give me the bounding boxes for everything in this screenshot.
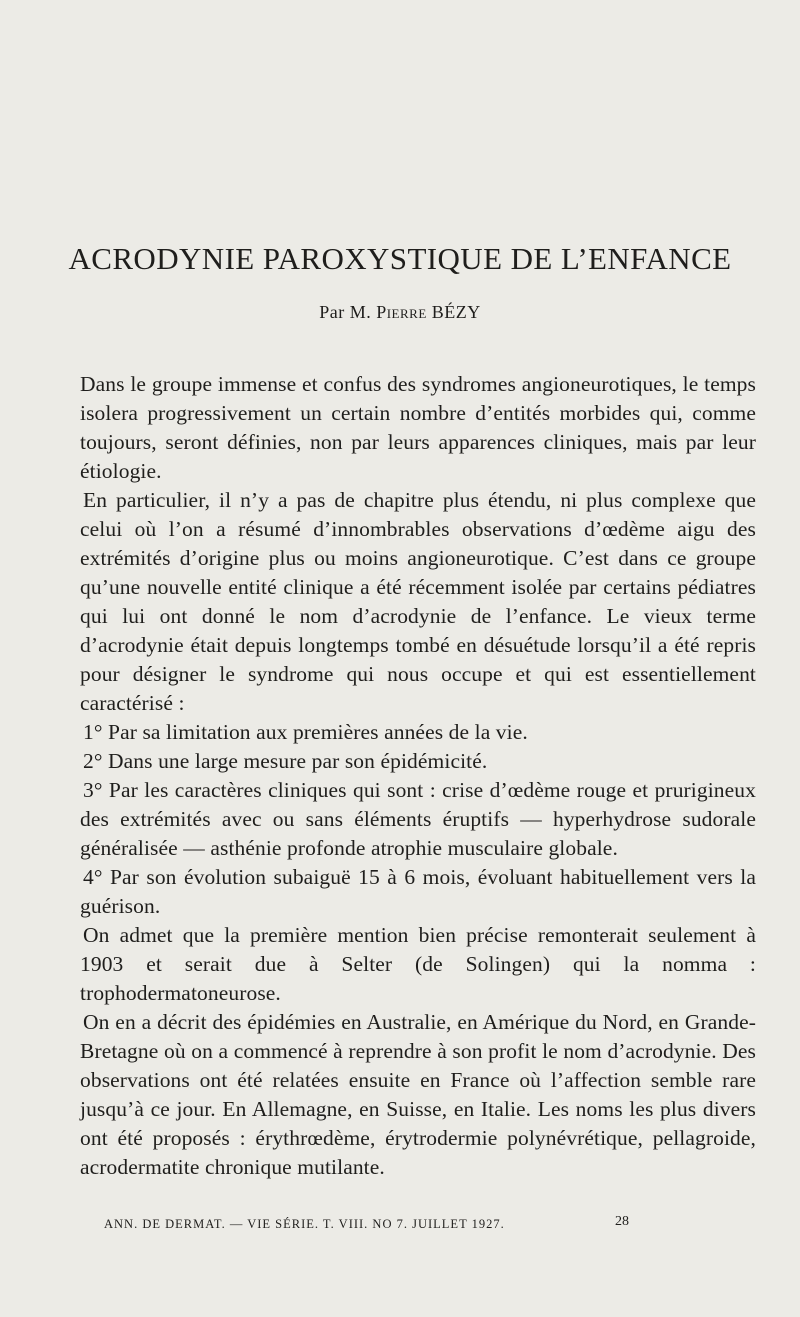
author-first-name: Pierre: [376, 302, 427, 322]
list-item-2: 2° Dans une large mesure par son épidémicité.: [83, 749, 488, 773]
list-item-4: 4° Par son évolution subaiguë 15 à 6 mois, évoluant habituellement vers la guérison.: [80, 865, 756, 918]
paragraph-epidemics: On en a décrit des épidémies en Australie, en Amérique du Nord, en Grande-Bretagne où on a commencé à reprendre à son profit le nom d’acrodynie. Des observations ont été relatées ensuite en France où l’affection semble rare jusqu’à ce jour. En Allemagne, en Suisse, en Italie. Les noms les plus divers ont été proposés : érythrœdème, érytrodermie polynévrétique, pellagroide, acrodermatite chronique mutilante.: [80, 1010, 756, 1179]
article-title: ACRODYNIE PAROXYSTIQUE DE L’ENFANCE: [68, 241, 732, 276]
author-last-name: BÉZY: [431, 302, 481, 322]
article-body: [80, 370, 756, 1182]
page-number: 28: [615, 1214, 629, 1229]
paragraph-history: On admet que la première mention bien précise remonterait seulement à 1903 et serait due à Selter (de Solingen) qui la nomma : trophodermatoneurose.: [80, 923, 756, 1005]
byline-prefix: Par M.: [319, 302, 377, 322]
author-byline: [0, 300, 800, 324]
paragraph-particulier: En particulier, il n’y a pas de chapitre plus étendu, ni plus complexe que celui où l’on a résumé d’innombrables observations d’œdème aigu des extrémités d’origine plus ou moins angioneurotique. C’est dans ce groupe qu’une nouvelle entité clinique a été récemment isolée par certains pédiatres qui lui ont donné le nom d’acrodynie de l’enfance. Le vieux terme d’acrodynie était depuis longtemps tombé en désuétude lorsqu’il a été repris pour désigner le syndrome qui nous occupe et qui est essentiellement caractérisé :: [80, 488, 756, 715]
journal-footer: ANN. DE DERMAT. — VIE SÉRIE. T. VIII. NO 7. JUILLET 1927.: [104, 1217, 505, 1231]
list-item-3: 3° Par les caractères cliniques qui sont : crise d’œdème rouge et prurigineux des extrémités avec ou sans éléments éruptifs — hyperhydrose sudorale généralisée — asthénie profonde atrophie musculaire globale.: [80, 778, 756, 860]
paragraph-intro: Dans le groupe immense et confus des syndromes angioneurotiques, le temps isolera progressivement un certain nombre d’entités morbides qui, comme toujours, seront définies, non par leurs apparences cliniques, mais par leur étiologie.: [80, 372, 756, 483]
list-item-1: 1° Par sa limitation aux premières années de la vie.: [83, 720, 528, 744]
